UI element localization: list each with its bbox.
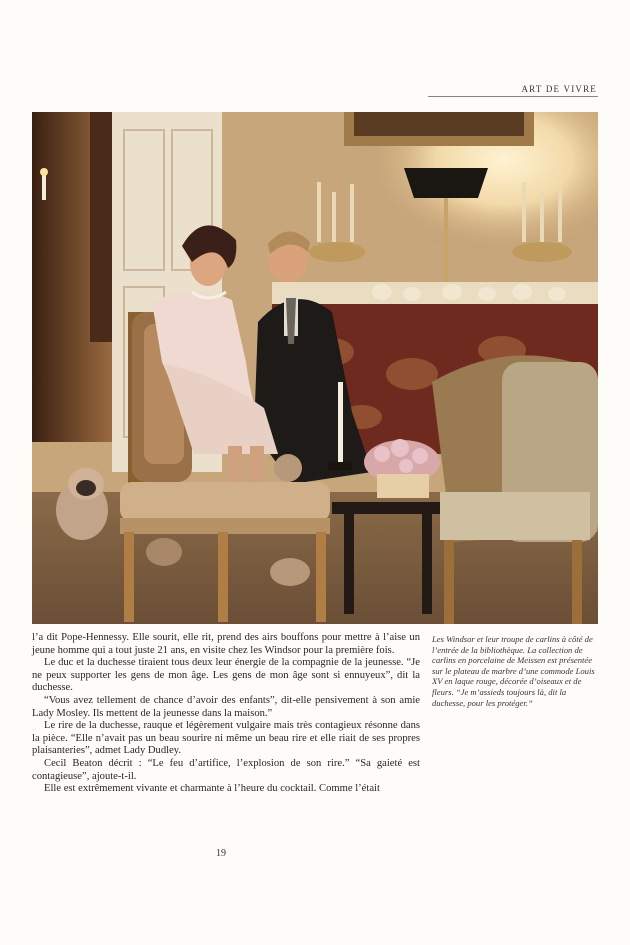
photograph — [32, 112, 598, 624]
body-paragraph: Elle est extrêmement vivante et charmante à l’heure du cocktail. Comme l’était — [44, 783, 380, 795]
body-paragraph: Le duc et la duchesse tiraient tous deux leur énergie de la compagnie de la jeunesse. “Je ne peux supporter les gens de mon âge. Les gens de mon âge sont si ennuyeux”, dit la duchesse. — [32, 657, 420, 694]
body-paragraph: l’a dit Pope-Hennessy. Elle sourit, elle rit, prend des airs bouffons pour mettre à l’aise un jeune homme qui a tout juste 21 ans, en visite chez les Windsor pour la première fois. — [32, 632, 420, 656]
body-paragraph: Cecil Beaton décrit : “Le feu d’artifice, l’explosion de son rire.” “Sa gaieté est contagieuse”, ajoute-t-il. — [32, 757, 420, 782]
article-body — [32, 632, 420, 796]
body-paragraph: Le rire de la duchesse, rauque et légèrement vulgaire mais très contagieux résonne dans la pièce. “Elle n’avait pas un beau sourire ni même un beau rire et elle riait de ses propres plaisanteries”, admet Lady Dudley. — [32, 720, 420, 757]
section-title: ART DE VIVRE — [521, 84, 597, 94]
photo-caption: Les Windsor et leur troupe de carlins à côté de l’entrée de la bibliothèque. La collection de carlins en porcelaine de Meissen est présentée sur le plateau de marbre d’une commode Louis XV en laque rouge, décorée d’oiseaux et de fleurs. “Je m’assieds toujours là, dit la duchesse, pour les protéger.” — [432, 634, 595, 708]
header-rule — [428, 96, 598, 97]
page-number: 19 — [216, 848, 226, 859]
body-paragraph: “Vous avez tellement de chance d’avoir des enfants”, dit-elle pensivement à son amie Lady Mosley. Ils mettent de la jeunesse dans la maison.” — [32, 694, 420, 719]
